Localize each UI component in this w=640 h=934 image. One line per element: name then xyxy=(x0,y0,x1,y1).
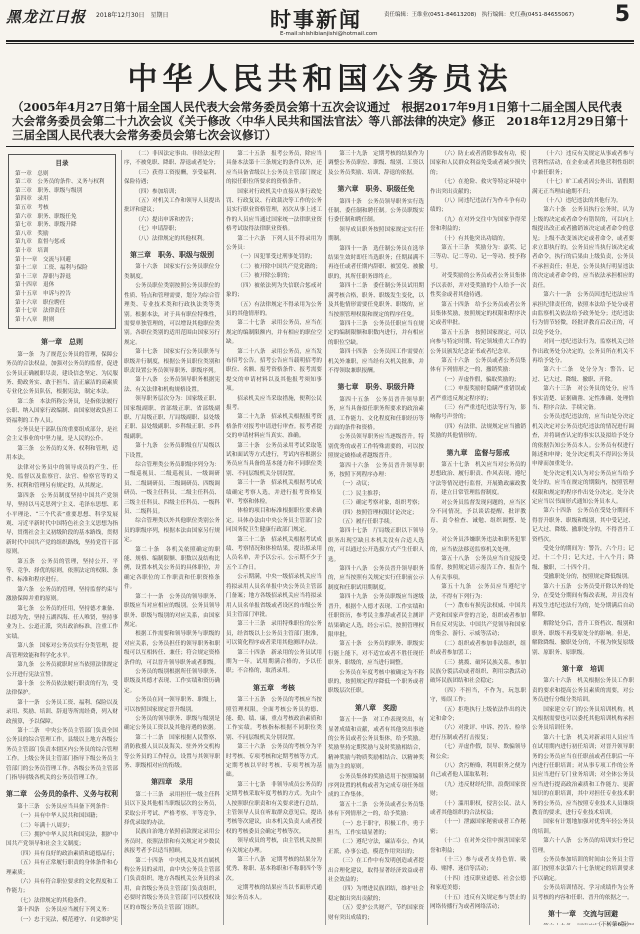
toc-item: 第八章 奖励 xyxy=(15,230,49,237)
paragraph: 第十一条 公务员工资、福利、保险以及录用、奖励、培训、辞退等所需经费，列入财政预算，予以保障。 xyxy=(6,699,118,725)
paragraph: 第三十二条 招录机关根据考试成绩、考察情况和体检结果，提出拟录用人员名单，并予以公示。公示期不少于五个工作日。 xyxy=(226,536,322,571)
paragraph: 第四十六条 公务员晋升领导职务，按照下列程序办理： xyxy=(328,462,424,478)
paragraph: （三）获得工资报酬，享受福利、保险待遇； xyxy=(124,169,220,186)
column-2 xyxy=(124,150,220,925)
paragraph: （一）因犯罪受过刑事处罚的； xyxy=(237,254,316,261)
paragraph: 第六十条 公务员执行公务时，认为上级的决定或者命令有错误的，可以向上级提出改正或者撤销该决定或者命令的意见；上级不改变该决定或者命令，或者要求立即执行的，公务员应当执行该决定或者命令，执行的后果由上级负责，公务员不承担责任；但是，公务员执行明显违法的决定或者命令的，应当依法承担相应的责任。 xyxy=(532,207,634,289)
chapter-heading: 第四章 录用 xyxy=(151,777,193,787)
article-subtitle: （2005年4月27日第十届全国人民代表大会常务委员会第十五次会议通过 根据2017年9月1日第十二届全国人民代表大会常务委员会第二十九次会议《关于修改〈中华人民共和国法官法〉等八部法律的决定》修正 2018年12月29日第十三届全国人民代表大会常务委员会第七次会议修订） xyxy=(12,100,629,142)
paragraph: 第六十四条 公务员在受处分期间不得晋升职务、职级和级别，其中受记过、记大过、降级、撤职处分的，不得晋升工资档次。 xyxy=(532,508,634,543)
paragraph: （十四）违反职业道德、社会公德和家庭美德； xyxy=(430,875,526,892)
paragraph: 公示期满，中央一级招录机关应当将拟录用人员名单报中央公务员主管部门备案；地方各级招录机关应当将拟录用人员名单报省级或者设区的市级公务员主管部门审批。 xyxy=(226,574,322,618)
paragraph: （八）同违纪违法行为作斗争有功绩的； xyxy=(430,198,526,214)
paragraph: 受撤职处分的，按照规定降低级别。 xyxy=(543,574,633,581)
chapter-body xyxy=(6,351,118,784)
paragraph: 第六十六条 机关根据公务员工作职责的要求和提高公务员素质的需要，对公务员进行分级分类培训。 xyxy=(532,678,634,704)
paragraph: 公务员的级别根据所任领导职务、职级及其德才表现、工作实绩和资历确定。 xyxy=(124,668,220,694)
column-5 xyxy=(430,150,526,925)
paragraph: 民族自治地方依照前款规定录用公务员时，依照法律和有关规定对少数民族报考者予以适当照顾。 xyxy=(124,829,220,855)
paragraph: （一）忠于宪法，模范遵守、自觉维护宪 xyxy=(17,916,118,923)
title-rule xyxy=(6,146,634,147)
paragraph: （五）有法律规定不得录用为公务员的其他情形的。 xyxy=(226,301,322,317)
toc-item: 第五章 考核 xyxy=(15,204,49,211)
paragraph: 解除处分后，晋升工资档次、级别和职务、职级不再受原处分的影响。但是，解除降级、撤职处分的，不视为恢复原级别、原职务、原职级。 xyxy=(532,621,634,656)
column-divider xyxy=(529,150,530,925)
paragraph: 领导成员的考核，由主管机关按照有关规定办理。 xyxy=(226,838,322,854)
paragraph: （四）按照管理权限讨论决定； xyxy=(339,509,418,516)
paragraph: （八）法律规定的其他权利。 xyxy=(135,235,208,242)
paragraph: 综合管理类以外其他职位类别公务员的职级序列，根据本法由国家另行规定。 xyxy=(124,518,220,544)
column-divider xyxy=(427,150,428,925)
paragraph: 第二十六条 下列人员不得录用为公务员： xyxy=(226,235,322,252)
paragraph: 第二十三条 录用担任一级主任科员以下及其他相当职级层次的公务员，采取公开考试、严格考察、平等竞争、择优录取的办法。 xyxy=(124,791,220,827)
paragraph: （二）民主推荐； xyxy=(339,490,384,497)
paragraph: 第二十八条 录用公务员，应当发布招考公告。招考公告应当载明招考的职位、名额、报考资格条件、报考需要提交的申请材料以及其他报考须知事项。 xyxy=(226,348,322,393)
paragraph: 第十八条 公务员领导职务根据宪法、有关法律和机构规格设置。 xyxy=(124,377,220,393)
paragraph: 第六十五条 公务员受开除以外的处分，在受处分期间有悔改表现，并且没有再发生违纪违法行为的，处分期满后自动解除。 xyxy=(532,583,634,618)
paragraph: 第四十五条 公务员晋升领导职务，应当具备拟任职务所要求的政治素质、工作能力、文化程度和任职经历等方面的条件和资格。 xyxy=(328,396,424,431)
paragraph: 第五十六条 公务员或者公务员集体有下列情形之一的，撤销奖励： xyxy=(430,357,526,374)
toc-item: 第四章 录用 xyxy=(15,196,49,203)
paragraph: 定期考核的结果应当以书面形式通知公务员本人。 xyxy=(226,885,322,901)
paragraph: （十三）参与或者支持色情、吸毒、赌博、迷信等活动； xyxy=(430,857,526,873)
paragraph: 第十二条 中央公务员主管部门负责全国公务员的综合管理工作。县级以上地方各级公务员主管部门负责本辖区内公务员的综合管理工作。上级公务员主管部门指导下级公务员主管部门的公务员管理工作。各级公务员主管部门指导同级各机关的公务员管理工作。 xyxy=(6,727,118,781)
paragraph: （一）散布有损宪法权威、中国共产党和国家声誉的言论，组织或者参加旨在反对宪法、中国共产党领导和国家的集会、游行、示威等活动； xyxy=(430,603,526,638)
paragraph: 第五十九条 公务员应当遵纪守法，不得有下列行为： xyxy=(430,584,526,600)
paragraph: 公务员违纪违法的，应当由处分决定机关决定对公务员违纪违法的情况进行调查，并将调查认定的事实以及拟给予处分的依据告知公务员本人。公务员有权进行陈述和申辩；处分决定机关不得因公务员申辩而加重处分。 xyxy=(532,414,634,468)
paragraph: 第十七条 国家实行公务员职务与职级并行制度，根据公务员职位类别和职责设置公务员领导职务、职级序列。 xyxy=(124,349,220,374)
chapter-heading: 第一章 总则 xyxy=(41,337,83,347)
paragraph: （七）弄虚作假，误导、欺骗领导和公众； xyxy=(430,744,526,760)
table-of-contents xyxy=(8,154,116,329)
paragraph: （二）被开除中国共产党党籍的； xyxy=(237,263,322,270)
paragraph: （四）为增进民族团结，维护社会稳定做出突出贡献的； xyxy=(328,886,424,902)
column-3 xyxy=(226,150,322,925)
continued-note: （下转第6版） xyxy=(595,922,632,928)
chapter-heading: 第十一章 交流与回避 xyxy=(548,909,618,919)
paragraph: （一）忠于职守，积极工作，勇于担当，工作实绩显著的； xyxy=(328,820,424,837)
toc-item: 第十一章 交流与回避 xyxy=(15,256,71,263)
paragraph: 第三十九条 定期考核的结果作为调整公务员职位、职级、级别、工资以及公务员奖励、培训、辞退的依据。 xyxy=(328,151,424,176)
paragraph: 第五十条 公务员的职务、职级实行能上能下。对不适宜或者不胜任现任职务、职级的，应当进行调整。 xyxy=(328,641,424,667)
paragraph: 国家建立专门的公务员培训机构。机关根据需要也可以委托其他培训机构承担公务员培训任务。 xyxy=(532,706,634,732)
paragraph: 第三十一条 招录机关根据考试成绩确定考察人选，并进行报考资格复审、考察和体检。 xyxy=(226,480,322,506)
paragraph: 公务员的领导职务、职级与级别是确定公务员工资以及其他待遇的依据。 xyxy=(124,715,220,732)
paragraph: 第二十七条 录用公务员，应当在规定的编制限额内，并有相应的职位空缺。 xyxy=(226,320,322,346)
paragraph: 第一条 为了规范公务员的管理，保障公务员的合法权益，加强对公务员的监督，促进公务员正确履职尽责，建设信念坚定、为民服务、勤政务实、敢于担当、清正廉洁的高素质专业化公务员队伍，根据宪法，制定本法。 xyxy=(6,351,118,396)
paragraph: 第六十二条 处分分为：警告、记过、记大过、降级、撤职、开除。 xyxy=(532,367,634,383)
paragraph: 第七条 公务员的任用，坚持德才兼备、以德为先，坚持五湖四海、任人唯贤，坚持事业为上、公道正派，突出政治标准，注重工作实绩。 xyxy=(6,605,118,640)
paragraph: （八）贪污贿赂，利用职务之便为自己或者他人谋取私利； xyxy=(430,763,526,779)
paragraph: 第六十八条 公务员的培训实行登记管理。 xyxy=(532,838,634,854)
chapter-heading: 第六章 职务、职级任免 xyxy=(337,184,415,194)
column-6 xyxy=(532,150,634,925)
paragraph: 第二十九条 招录机关根据报考资格条件对报考申请进行审查。报考者提交的申请材料应当真实、准确。 xyxy=(226,414,322,440)
paragraph: 公务员在年度考核中被确定为不称职的，按照规定程序降低一个职务或者职级层次任职。 xyxy=(328,669,424,695)
paragraph: 第二十五条 报考公务员，除应当具备本法第十三条规定的条件以外，还应当具备省级以上公务员主管部门规定的拟任职位所要求的资格条件。 xyxy=(226,151,322,186)
paragraph: 第五十一条 对工作表现突出，有显著成绩和贡献，或者有其他突出事迹的公务员或者公务员集体，给予奖励。奖励坚持定期奖励与及时奖励相结合，精神奖励与物质奖励相结合、以精神奖励为主的原则。 xyxy=(328,717,424,771)
paragraph: （三）有严重违纪违法等行为，影响称号声誉的； xyxy=(430,404,526,421)
paragraph: 法律对公务员中的领导成员的产生、任免、监督以及监察官、法官、检察官等的义务、权利和管理另有规定的，从其规定。 xyxy=(6,464,118,490)
toc-item: 第十六章 职位聘任 xyxy=(15,299,66,306)
paragraph: （九）在对外交往中为国家争得荣誉和利益的； xyxy=(430,216,526,233)
article-title: 中华人民共和国公务员法 xyxy=(127,62,513,97)
paragraph: 公务员集体的奖励适用于按照编制序列设置的机构或者为完成专项任务组成的工作集体。 xyxy=(328,773,424,799)
paragraph: 第六条 公务员的管理，坚持监督约束与激励保障并重的原则。 xyxy=(6,586,118,603)
paragraph: 第五十四条 给予公务员或者公务员集体奖励，按照规定的权限和程序决定或者审批。 xyxy=(430,301,526,327)
paragraph: （二）遵纪守法，廉洁奉公，作风正派，办事公道，模范作用突出的； xyxy=(328,839,424,855)
paragraph: （十）有其他突出功绩的。 xyxy=(441,235,509,242)
toc-item: 第三章 职务、职级与级别 xyxy=(15,187,83,194)
paragraph: （一）具有中华人民共和国国籍； xyxy=(17,813,102,820)
column-divider xyxy=(121,150,122,925)
paragraph: （十一）泄露国家秘密或者工作秘密； xyxy=(430,819,526,835)
toc-item: 第十三章 辞职与辞退 xyxy=(15,273,71,280)
column-1 xyxy=(6,150,118,925)
paragraph: 对同一违纪违法行为，监察机关已经作出政务处分决定的，公务员所在机关不再给予处分。 xyxy=(532,339,634,364)
paragraph: （五）具有正常履行职责的身体条件和心理素质； xyxy=(6,860,118,876)
paragraph: 第三十八条 定期考核的结果分为优秀、称职、基本称职和不称职四个等次。 xyxy=(226,857,322,882)
paragraph: 第四十八条 公务员晋升领导职务的，应当按照有关规定实行任职前公示制度和任职试用期制度。 xyxy=(328,566,424,591)
paragraph: （五）爱护公共财产，节约国家资财有突出成绩的； xyxy=(328,905,424,921)
paragraph: 第五十五条 按照国家规定，可以向参与特定时期、特定领域重大工作的公务员颁发纪念证书或者纪念章。 xyxy=(430,329,526,355)
paragraph: （九）违反财经纪律，浪费国家资财； xyxy=(430,781,526,798)
paragraph: （五）拒绝执行上级依法作出的决定和命令； xyxy=(430,706,526,722)
paragraph: 第四十二条 委任制公务员试用期满考核合格，职务、职级发生变化，以及其他情形需要任免职务、职级的，应当按照管理权限和规定的程序任免。 xyxy=(328,283,424,318)
column-4 xyxy=(328,150,424,925)
paragraph: （六）对批评、申诉、控告、检举进行压制或者打击报复； xyxy=(430,725,526,741)
paragraph: 第三条 公务员的义务、权利和管理，适用本法。 xyxy=(6,445,118,462)
header-rule xyxy=(6,40,634,42)
paragraph: 第五条 公务员的管理，坚持公开、平等、竞争、择优的原则，依照法定的权限、条件、标准和程序进行。 xyxy=(6,558,118,584)
paragraph: 第二条 本法所称公务员，是指依法履行公职、纳入国家行政编制、由国家财政负担工资福利的工作人员。 xyxy=(6,398,118,424)
paragraph: 根据工作需要和领导职务与职级的对应关系，公务员担任的领导职务和职级可以互相转任、兼任；符合规定资格条件的，可以晋升领导职务或者职级。 xyxy=(124,631,220,666)
toc-item: 第十八章 附则 xyxy=(15,316,55,323)
toc-item: 第六章 职务、职级任免 xyxy=(15,213,77,220)
paragraph: 体检的项目和标准根据职位要求确定。具体办法由中央公务员主管部门会同国务院卫生健康行政部门规定。 xyxy=(226,508,322,534)
paragraph: 公务员参加培训的时间由公务员主管部门按照本法第六十七条规定的培训要求予以确定。 xyxy=(532,857,634,882)
paragraph: （六）提出申诉和控告； xyxy=(135,216,197,223)
paragraph: （一）动议； xyxy=(339,481,373,488)
paragraph: 第十条 公务员依法履行职责的行为，受法律保护。 xyxy=(6,680,118,697)
paragraph: 第四十九条 公务员职级应当逐级晋升，根据个人德才表现、工作实绩和任职资历，参考民主推荐或者民主测评结果确定人选，经公示后，按照管理权限审批。 xyxy=(328,594,424,638)
paragraph: 对公务员监督发现问题的，应当区分不同情况，予以谈话提醒、批评教育、责令检查、诫勉、组织调整、处分。 xyxy=(430,499,526,534)
paragraph: （四）参加培训； xyxy=(135,188,180,195)
paragraph: （二）非因法定事由、非经法定程序，不被免职、降职、辞退或者处分； xyxy=(124,151,220,167)
chapter-heading: 第二章 公务员的条件、义务与权利 xyxy=(6,789,118,799)
paragraph: 第二十条 各机关依照确定的职能、规格、编制限额、职数以及结构比例，设置本机关公务员的具体职位，并确定各职位的工作职责和任职资格条件。 xyxy=(124,546,220,591)
paragraph: 综合管理类公务员职级序列分为：一级巡视员、二级巡视员、一级调研员、二级调研员、三级调研员、四级调研员、一级主任科员、二级主任科员、三级主任科员、四级主任科员、一级科员、二级科员。 xyxy=(124,462,220,516)
paragraph: 第四条 公务员制度坚持中国共产党领导，坚持以马克思列宁主义、毛泽东思想、邓小平理论、“三个代表”重要思想、科学发展观、习近平新时代中国特色社会主义思想为指导，贯彻社会主义初级阶段的基本路线，贯彻新时代中国共产党的组织路线，坚持党管干部原则。 xyxy=(6,492,118,556)
paragraph: （五）对机关工作和领导人员提出批评和建议； xyxy=(124,198,220,214)
chapter-heading: 第七章 职务、职级升降 xyxy=(337,382,415,392)
paragraph: 处分决定机关认为对公务员应当给予处分的，应当在规定的期限内，按照管理权限和规定的程序作出处分决定。处分决定应当以书面形式通知公务员本人。 xyxy=(532,470,634,506)
paragraph: （七）申请辞职； xyxy=(135,226,180,233)
section-title: 时事新闻 xyxy=(270,8,362,32)
paragraph: （六）具有符合职位要求的文化程度和工作能力； xyxy=(6,879,118,895)
paragraph: 第十九条 公务员职级在厅局级以下设置。 xyxy=(124,443,220,459)
paragraph: 第十三条 公务员应当具备下列条件： xyxy=(17,803,113,810)
paragraph: 对受奖励的公务员或者公务员集体予以表彰，并对受奖励的个人给予一次性奖金或者其他待遇。 xyxy=(430,273,526,299)
paragraph: （十八）违纪违法的其他行为。 xyxy=(543,198,622,205)
paragraph: 国家有计划地加强对优秀年轻公务员的培训。 xyxy=(532,819,634,835)
page-header xyxy=(0,0,640,42)
paragraph: 对公务员涉嫌职务违法和职务犯罪的，应当依法移送监察机关处理。 xyxy=(430,537,526,553)
paragraph: （四）被依法列为失信联合惩戒对象的； xyxy=(226,282,322,299)
chapter-heading: 第三章 职务、职级与级别 xyxy=(130,250,214,260)
chapter-heading: 第五章 考核 xyxy=(253,682,295,692)
paragraph: （一）弄虚作假，骗取奖励的； xyxy=(441,376,520,383)
paragraph: （六）防止或者消除事故有功，使国家和人民群众利益免受或者减少损失的； xyxy=(430,151,526,176)
paragraph: 第五十七条 机关应当对公务员的思想政治、履行职责、作风表现、遵纪守法等情况进行监督，开展勤政廉政教育，建立日常管理监督制度。 xyxy=(430,462,526,497)
toc-item: 第九章 监督与惩戒 xyxy=(15,239,66,246)
toc-title: 目录 xyxy=(55,159,69,167)
paragraph: （十）滥用职权，侵害公民、法人或者其他组织的合法权益； xyxy=(430,800,526,817)
paragraph: 第三十六条 公务员的考核分为平时考核、专项考核和定期考核等方式。定期考核以平时考核、专项考核为基础。 xyxy=(226,744,322,779)
paragraph: 第五十八条 公务员应当自觉接受监督，按照规定请示报告工作、报告个人有关事项。 xyxy=(430,556,526,581)
paragraph: 第四十条 公务员领导职务实行选任制、委任制和聘任制。公务员职级实行委任制和聘任制。 xyxy=(328,198,424,224)
toc-list xyxy=(15,170,109,325)
paragraph: 第四十一条 选任制公务员在选举结果生效时即任当选职务；任期届满不再连任或者任期内辞职、被罢免、被撤职的，其所任职务即终止。 xyxy=(328,245,424,280)
paragraph: 第八条 国家对公务员实行分类管理，提高管理效能和科学化水平。 xyxy=(6,643,118,659)
paragraph: 公务员培训情况、学习成绩作为公务员考核的内容和任职、晋升的依据之一。 xyxy=(532,885,634,901)
paragraph: （三）挑拨、破坏民族关系，参加民族分裂活动或者组织、利用宗教活动破坏民族团结和社会稳定； xyxy=(430,659,526,685)
paragraph: （三）在工作中有发明创造或者提出合理化建议，取得显著经济效益或者社会效益的； xyxy=(328,858,424,884)
paragraph: 公务员是干部队伍的重要组成部分，是社会主义事业的中坚力量，是人民的公仆。 xyxy=(6,426,118,443)
chapter-heading: 第九章 监督与惩戒 xyxy=(446,447,510,457)
paragraph: 第三十五条 公务员的考核应当按照管理权限，全面考核公务员的德、能、勤、绩、廉，重点考核政治素质和工作实绩。考核指标根据不同职位类别、不同层级机关分别设置。 xyxy=(226,697,322,741)
toc-item: 第一章 总则 xyxy=(15,170,49,177)
chapter-body xyxy=(6,803,118,925)
toc-item: 第十四章 退休 xyxy=(15,282,55,289)
paragraph: 第六十一条 公务员因违纪违法应当承担纪律责任的，依照本法给予处分或者由监察机关依法给予政务处分；违纪违法行为情节轻微，经批评教育后改正的，可以免予处分。 xyxy=(532,292,634,336)
header-rule-thin xyxy=(6,43,634,44)
paragraph: （十七）旷工或者因公外出、请假期满无正当理由逾期不归； xyxy=(532,179,634,195)
toc-item: 第七章 职务、职级升降 xyxy=(15,222,77,229)
page-number: 5 xyxy=(614,2,630,27)
paragraph: 公务员在同一领导职务、职级上，可以按照国家规定晋升级别。 xyxy=(124,697,220,713)
section-email: E-mail:shishibianjishi@hotmail.com xyxy=(280,31,378,37)
paragraph: （四）不担当，不作为，玩忽职守，贻误工作； xyxy=(430,687,526,704)
chapter-heading: 第八章 奖励 xyxy=(355,702,397,712)
paragraph: 第二十四条 中央机关及其直属机构公务员的录用，由中央公务员主管部门负责组织。地方各级机关公务员的录用，由省级公务员主管部门负责组织，必要时省级公务员主管部门可以授权设区的市级公务员主管部门组织。 xyxy=(124,857,220,911)
paragraph: 第五十三条 奖励分为：嘉奖、记三等功、记二等功、记一等功、授予称号。 xyxy=(430,245,526,270)
paragraph: 招录机关应当采取措施，便利公民报考。 xyxy=(226,395,322,411)
paragraph: 第十四条 公务员应当履行下列义务： xyxy=(17,907,113,914)
paragraph: 公务员领导职务应当逐级晋升。特别优秀的或者工作特殊需要的，可以按照规定破格或者越级晋升。 xyxy=(328,434,424,460)
toc-item: 第十七章 法律责任 xyxy=(15,308,66,315)
paragraph: （二）组织或者参加非法组织，组织或者参加罢工； xyxy=(430,640,526,657)
paragraph: （十六）违反有关规定从事或者参与营利性活动，在企业或者其他营利性组织中兼任职务； xyxy=(532,151,634,176)
paragraph: 第四十七条 厅局级正职以下领导职务出现空缺且本机关没有合适人选的，可以通过公开选拔方式产生任职人选。 xyxy=(328,528,424,563)
paragraph: 第六十七条 机关对新录用人员应当在试用期内进行初任培训；对晋升领导职务的公务员应当在任职前或者任职后一年内进行任职培训；对从事专项工作的公务员应当进行专门业务培训；对全体公务员应当进行提高政治素质和工作能力、更新知识的在职培训，其中对担任专业技术职务的公务员，应当按照专业技术人员继续教育的要求，进行专业技术培训。 xyxy=(532,734,634,817)
paragraph: 第九条 公务员就职时应当依照法律规定公开进行宪法宣誓。 xyxy=(6,662,118,678)
chapter-heading: 第十章 培训 xyxy=(562,663,604,673)
paragraph: 第三十条 公务员录用考试采取笔试和面试等方式进行，考试内容根据公务员应当具备的基本能力和不同职位类别、不同层级机关分别设置。 xyxy=(226,442,322,477)
paragraph: （七）法律规定的其他条件。 xyxy=(17,897,90,904)
paragraph: 第四十四条 公务员因工作需要在机关外兼职，应当经有关机关批准，并不得领取兼职报酬。 xyxy=(328,349,424,374)
paragraph: 第二十二条 国家根据人民警察、消防救援人员以及海关、驻外外交机构等公务员的工作特点，设置与其领导职务、职级相对应的衔级。 xyxy=(124,734,220,769)
toc-item: 第十二章 工资、福利与保险 xyxy=(15,265,88,272)
paragraph: 第四十三条 公务员任职应当在规定的编制限额和职数内进行，并有相应的职位空缺。 xyxy=(328,320,424,346)
paragraph: （三）拥护中华人民共和国宪法，拥护中国共产党领导和社会主义制度； xyxy=(6,832,118,848)
toc-item: 第二章 公务员的条件、义务与权利 xyxy=(15,179,105,186)
paragraph: （十五）违反有关规定参与禁止的网络传播行为或者网络活动； xyxy=(430,894,526,911)
paragraph: 领导职务层次分为：国家级正职、国家级副职、省部级正职、省部级副职、厅局级正职、厅局级副职、县处级正职、县处级副职、乡科级正职、乡科级副职。 xyxy=(124,396,220,440)
paragraph: （二）年满十八周岁； xyxy=(17,822,74,829)
paragraph: 第二十一条 公务员的领导职务、职级应当对应相应的级别。公务员领导职务、职级与级别的对应关系，由国家规定。 xyxy=(124,593,220,628)
paragraph: 受处分的期间为：警告，六个月；记过，十二个月；记大过，十八个月；降级、撤职，二十四个月。 xyxy=(532,546,634,571)
paragraph: （十二）在对外交往中损害国家荣誉和利益； xyxy=(430,838,526,854)
paragraph: 公务员职位类别按照公务员职位的性质、特点和管理需要，划分为综合管理类、专业技术类和行政执法类等类别。根据本法，对于具有职位特殊性，需要单独管理的，可以增设其他职位类别。各职位类别的适用范围由国家另行规定。 xyxy=(124,283,220,346)
paragraph: （四）有法律、法规规定应当撤销奖励的其他情形的。 xyxy=(430,423,526,440)
paragraph: （三）确定考察对象，组织考察； xyxy=(339,500,424,507)
paragraph: 第三十四条 新录用的公务员试用期为一年。试用期满合格的，予以任职；不合格的，取消录用。 xyxy=(226,649,322,675)
paragraph: （七）在抢险、救灾等特定环境中作出突出贡献的； xyxy=(430,179,526,195)
column-divider xyxy=(223,150,224,925)
paragraph: 第六十三条 对公务员的处分，应当事实清楚、证据确凿、定性准确、处理恰当、程序合法、手续完备。 xyxy=(532,386,634,411)
paragraph: 第十六条 国家实行公务员职位分类制度。 xyxy=(124,264,220,280)
paragraph: 第五十二条 公务员或者公务员集体有下列情形之一的，给予奖励： xyxy=(328,801,424,818)
toc-item: 第十五章 申诉与控告 xyxy=(15,290,71,297)
paragraph: （三）被开除公职的； xyxy=(237,273,294,280)
editor-credits: 责任编辑：王维业(0451-84613208) 执行编辑：史红燕(0451-84655067) xyxy=(384,12,575,18)
issue-date: 2018年12月30日 星期日 xyxy=(96,12,169,19)
toc-item: 第十章 培训 xyxy=(15,247,49,254)
paragraph: 国家对行政机关中直接从事行政处罚、行政复议、行政裁决等工作的公务员实行职业资格管理，初次从事上述工作的人员应当通过国家统一法律职业资格考试取得法律职业资格。 xyxy=(226,188,322,233)
column-divider xyxy=(325,150,326,925)
paragraph: 第三十七条 非领导成员公务员的定期考核采取年度考核的方式。先由个人按照职位职责和有关要求进行总结，主管领导人员在听取群众意见后，提出考核等次建议，由本机关负责人或者授权的考核委员会确定考核等次。 xyxy=(226,781,322,835)
paragraph: （二）申报奖励时隐瞒严重错误或者严重违反规定程序的； xyxy=(430,386,526,402)
paragraph: （四）具有良好的政治素质和道德品行； xyxy=(17,850,118,857)
paragraph: 第三十三条 录用特殊职位的公务员，经省级以上公务员主管部门批准，可以简化程序或者采用其他测评办法。 xyxy=(226,621,322,647)
newspaper-logo: 黑龙江日报 xyxy=(6,8,87,26)
paragraph: 领导成员职务按照国家规定实行任期制。 xyxy=(328,226,424,243)
paragraph: （五）履行任职手续。 xyxy=(339,519,396,526)
